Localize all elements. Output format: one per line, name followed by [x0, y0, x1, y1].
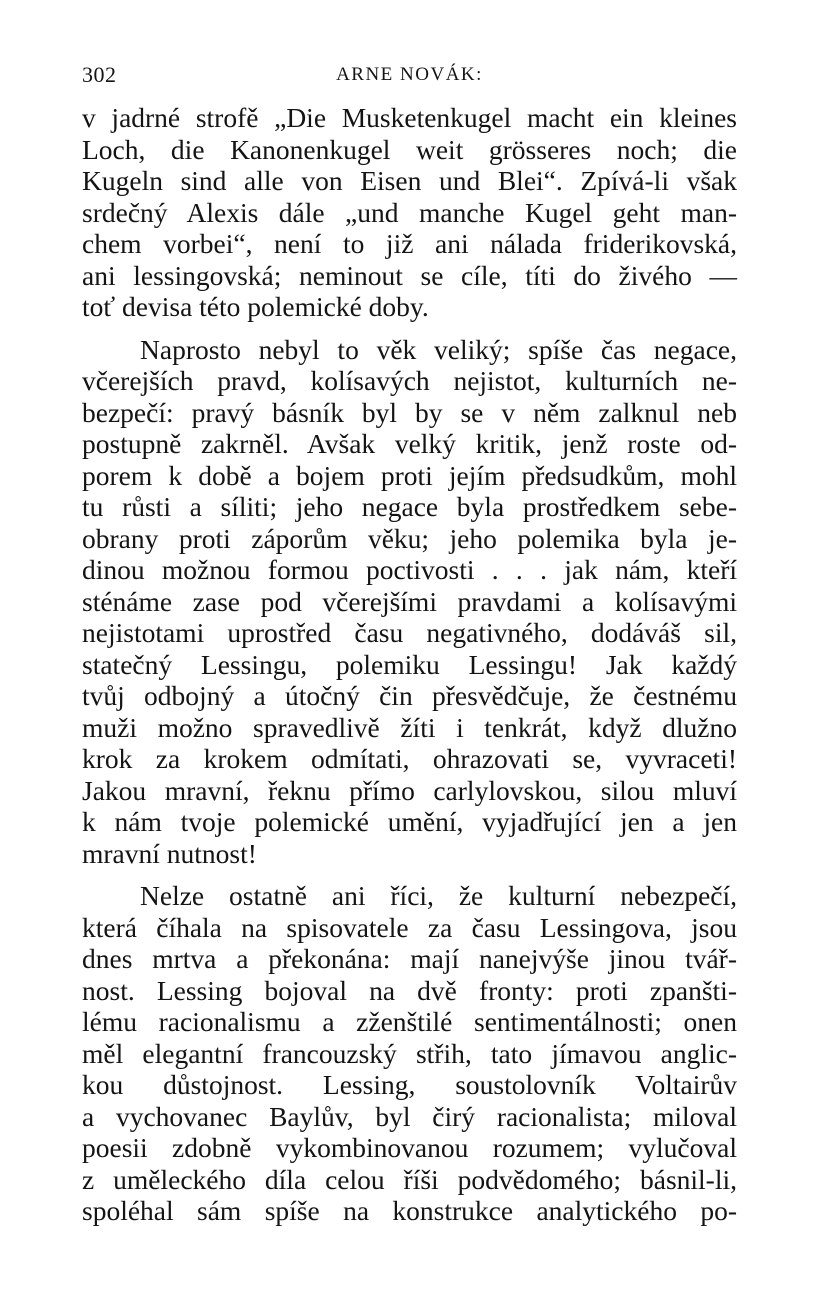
- text-line: bezpečí: pravý básník byl by se v něm zalknul neb: [82, 396, 737, 428]
- text-line: sténáme zase pod včerejšími pravdami a kolísavými: [82, 585, 737, 617]
- text-line: ani lessingovská; neminout se cíle, títi do živého —: [82, 259, 737, 291]
- paragraph: [82, 102, 737, 323]
- text-line: dnes mrtva a překonána: mají nanejvýše jinou tvář-: [82, 943, 737, 974]
- text-line: muži možno spravedlivě žíti i tenkrát, když dlužno: [82, 711, 737, 743]
- page-header: [82, 62, 737, 92]
- text-line: Naprosto nebyl to věk veliký; spíše čas negace,: [140, 333, 737, 365]
- text-line: která číhala na spisovatele za času Lessingova, jsou: [82, 911, 737, 943]
- text-line: z uměleckého díla celou říši podvědomého; básnil-li,: [82, 1163, 737, 1195]
- text-line: obrany proti záporům věku; jeho polemika byla je-: [82, 522, 737, 554]
- text-line: spoléhal sám spíše na konstrukce analytického po-: [82, 1195, 737, 1226]
- text-line: Jakou mravní, řeknu přímo carlylovskou, silou mluví: [82, 774, 737, 806]
- text-line: v jadrné strofě „Die Musketenkugel macht ein kleines: [82, 102, 737, 133]
- text-line: krok za krokem odmítati, ohrazovati se, vyvraceti!: [82, 743, 737, 774]
- paragraph-gap: [82, 323, 737, 334]
- text-line: nejistotami uprostřed času negativného, dodáváš sil,: [82, 617, 737, 648]
- page-number: 302: [82, 62, 117, 87]
- body-text: [82, 102, 737, 1227]
- text-line: mravní nutnost!: [82, 837, 257, 869]
- text-line: statečný Lessingu, polemiku Lessingu! Jak každý: [82, 648, 737, 680]
- text-line: Nelze ostatně ani říci, že kulturní nebezpečí,: [140, 880, 737, 911]
- text-line: porem k době a bojem proti jejím předsudkům, mohl: [82, 459, 737, 491]
- text-line: lému racionalismu a zženštilé sentimentálnosti; onen: [82, 1006, 737, 1037]
- text-line: tvůj odbojný a útočný čin přesvědčuje, že čestnému: [82, 680, 737, 711]
- text-line: k nám tvoje polemické umění, vyjadřující jen a jen: [82, 806, 737, 837]
- paragraph: [82, 334, 737, 870]
- text-line: a vychovanec Baylův, byl čirý racionalista; miloval: [82, 1100, 737, 1132]
- text-line: toť devisa této polemické doby.: [82, 291, 429, 322]
- text-line: postupně zakrněl. Avšak velký kritik, jenž roste od-: [82, 428, 737, 459]
- text-line: kou důstojnost. Lessing, soustolovník Voltairův: [82, 1069, 737, 1100]
- text-line: včerejších pravd, kolísavých nejistot, kulturních ne-: [82, 365, 737, 396]
- text-line: Kugeln sind alle von Eisen und Blei“. Zpívá-li však: [82, 165, 737, 196]
- running-head: ARNE NOVÁK:: [336, 64, 483, 85]
- text-line: Loch, die Kanonenkugel weit grösseres noch; die: [82, 133, 737, 165]
- paragraph-gap: [82, 869, 737, 880]
- text-line: tu růsti a síliti; jeho negace byla prostředkem sebe-: [82, 491, 737, 522]
- text-line: srdečný Alexis dále „und manche Kugel geht man-: [82, 196, 737, 228]
- paragraph: [82, 880, 737, 1227]
- text-line: poesii zdobně vykombinovanou rozumem; vylučoval: [82, 1132, 737, 1163]
- text-line: chem vorbei“, není to již ani nálada friderikovská,: [82, 228, 737, 259]
- text-line: měl elegantní francouzský střih, tato jímavou anglic-: [82, 1037, 737, 1069]
- text-line: nost. Lessing bojoval na dvě fronty: proti zpanšti-: [82, 974, 737, 1006]
- text-line: dinou možnou formou poctivosti . . . jak nám, kteří: [82, 554, 737, 585]
